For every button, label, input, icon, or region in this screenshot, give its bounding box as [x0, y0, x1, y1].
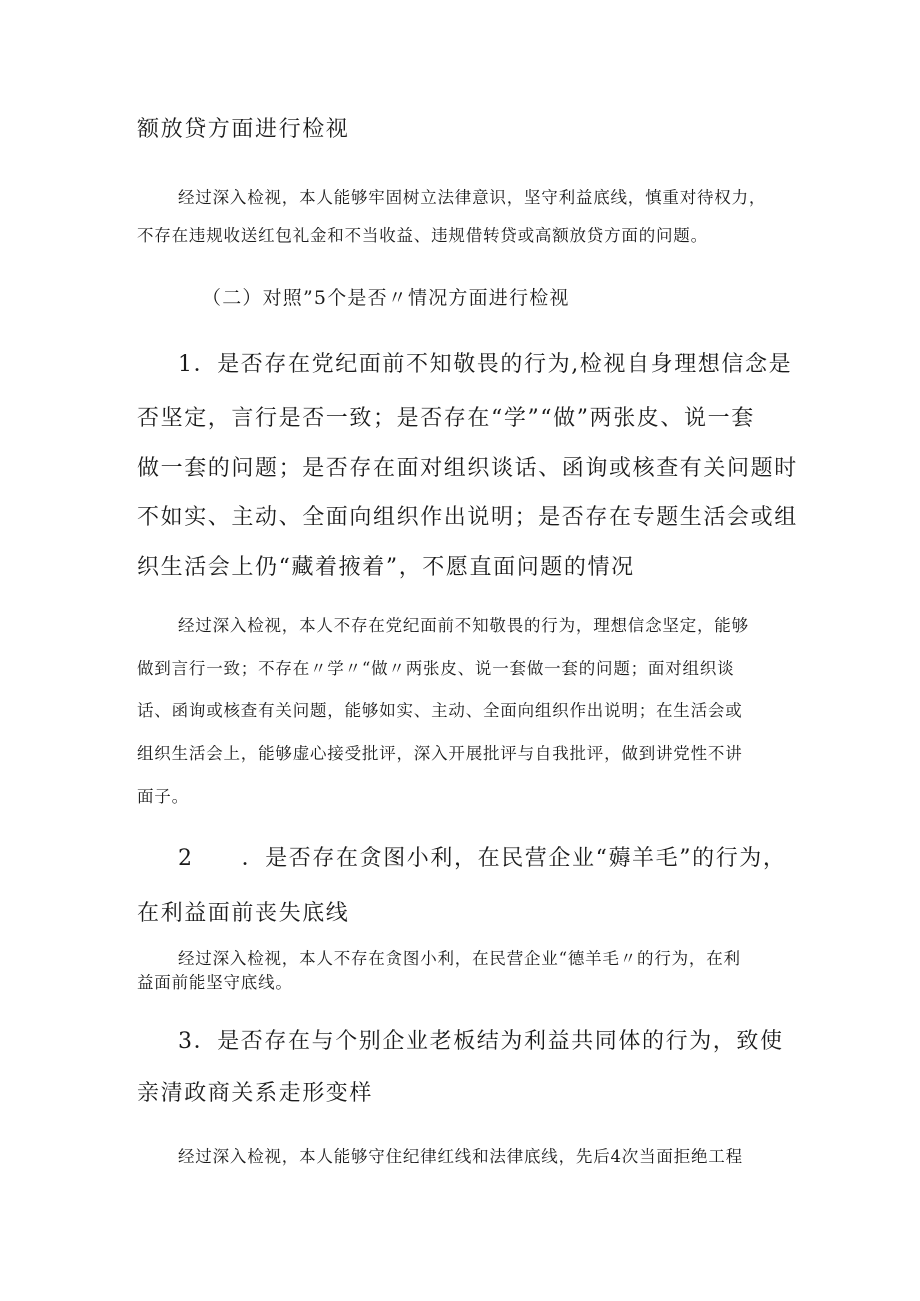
paragraph-line: 不存在违规收送红包礼金和不当收益、违规借转贷或高额放贷方面的问题。 — [137, 226, 708, 245]
paragraph-line: 额放贷方面进行检视 — [137, 117, 350, 142]
paragraph-line: 做到言行一致；不存在〃学〃“做〃两张皮、说一套做一套的问题；面对组织谈 — [137, 659, 735, 678]
paragraph-line: 经过深入检视，本人不存在党纪面前不知敬畏的行为，理想信念坚定，能够 — [178, 616, 749, 635]
paragraph-line: 面子。 — [137, 787, 189, 806]
paragraph-line: 经过深入检视，本人能够守住纪律红线和法律底线，先后4次当面拒绝工程 — [178, 1147, 743, 1166]
question-line — [178, 841, 787, 872]
paragraph-line: 益面前能坚守底线。 — [137, 973, 293, 992]
question-line: 在利益面前丧失底线 — [137, 901, 350, 926]
paragraph-line: 话、函询或核查有关问题，能够如实、主动、全面向组织作出说明；在生活会或 — [137, 701, 743, 720]
question-line: 织生活会上仍“藏着掖着”，不愿直面问题的情况 — [137, 555, 635, 580]
paragraph-line: 组织生活会上，能够虚心接受批评，深入开展批评与自我批评，做到讲党性不讲 — [137, 744, 743, 763]
question-number: 2 — [178, 846, 194, 871]
question-line: 亲清政商关系走形变样 — [137, 1081, 374, 1106]
question-text: ．是否存在贪图小利，在民营企业“薅羊毛”的行为， — [241, 846, 787, 871]
paragraph-line: 经过深入检视，本人不存在贪图小利，在民营企业“德羊毛〃的行为，在利 — [178, 949, 741, 968]
question-line: 1．是否存在党纪面前不知敬畏的行为,检视自身理想信念是 — [178, 352, 793, 377]
question-line: 不如实、主动、全面向组织作出说明；是否存在专题生活会或组 — [137, 505, 798, 530]
question-line: 做一套的问题；是否存在面对组织谈话、函询或核查有关问题时 — [137, 456, 798, 481]
paragraph-line: 经过深入检视，本人能够牢固树立法律意识，坚守利益底线，慎重对待权力， — [178, 188, 767, 207]
section-heading: （二）对照”5个是否〃情况方面进行检视 — [202, 287, 570, 309]
question-line: 3．是否存在与个别企业老板结为利益共同体的行为，致使 — [178, 1029, 784, 1054]
question-line: 否坚定，言行是否一致；是否存在“学”“做”两张皮、说一套 — [137, 406, 755, 431]
